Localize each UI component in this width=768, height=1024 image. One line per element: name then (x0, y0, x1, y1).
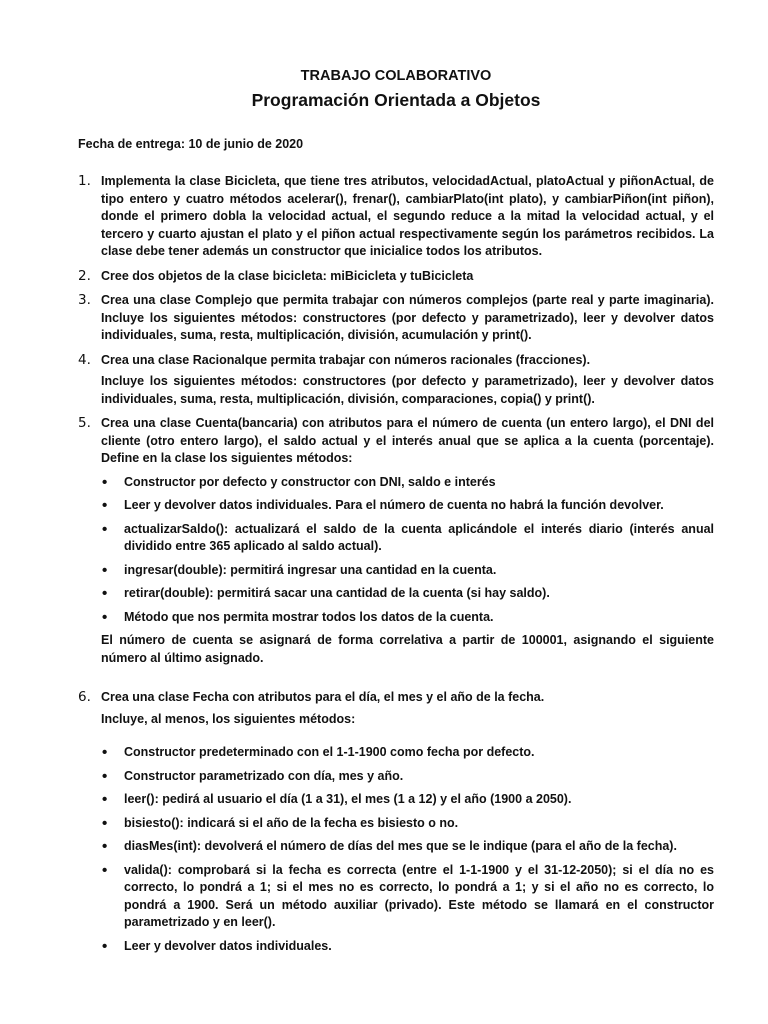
document-title: TRABAJO COLABORATIVO (300, 68, 492, 84)
bullet-item: • Constructor predeterminado con el 1-1-1900 como fecha por defecto. (101, 744, 714, 762)
item-number: 2. (78, 267, 91, 284)
list-item-4 (78, 352, 714, 409)
bullet-item: • retirar(double): permitirá sacar una cantidad de la cuenta (si hay saldo). (101, 585, 714, 603)
bullet-item: • actualizarSaldo(): actualizará el saldo de la cuenta aplicándole el interés diario (interés anual dividido entre 365 aplicado al saldo actual). (101, 521, 714, 556)
item-number: 1. (78, 173, 91, 189)
item-subtext: Incluye los siguientes métodos: constructores (por defecto y parametrizado), leer y devolver datos individuales, suma, resta, multiplicación, división, comparaciones, copia() y print(). (101, 374, 714, 406)
item-text: Implementa la clase Bicicleta, que tiene tres atributos, velocidadActual, platoActual y piñonActual, de tipo entero y cuatro métodos acelerar(), frenar(), cambiarPlato(int plato), y cambiarPiñon(int piñon), donde el primero dobla la velocidad actual, el segundo reduce a la mitad la velocidad actual, y el tercero y cuarto ajustan el plato y el piñon actual respectivamente según los parámetros recibidos. La clase debe tener además un constructor que inicialice todos los atributos. (101, 174, 714, 258)
bullet-item: • leer(): pedirá al usuario el día (1 a 31), el mes (1 a 12) y el año (1900 a 2050). (101, 791, 714, 809)
bullet-item: • Constructor parametrizado con día, mes y año. (101, 768, 714, 786)
item-text: Crea una clase Cuenta(bancaria) con atributos para el número de cuenta (un entero largo), el DNI del cliente (otro entero largo), el saldo actual y el interés anual que se aplica a la cuenta (porcentaje). Define en la clase los siguientes métodos: (101, 416, 714, 465)
bullet-item: • Constructor por defecto y constructor con DNI, saldo e interés (101, 474, 714, 492)
item-text: Crea una clase Complejo que permita trabajar con números complejos (parte real y parte imaginaria). Incluye los siguientes métodos: constructores (por defecto y parametrizado), leer y devolver datos individuales, suma, resta, multiplicación, división, acumulación y print(). (101, 293, 714, 342)
item-number: 3. (78, 292, 91, 308)
item-subtext: Incluye, al menos, los siguientes métodos: (101, 711, 356, 726)
list-item-2 (78, 268, 714, 286)
bullet-item: • diasMes(int): devolverá el número de días del mes que se le indique (para el año de la fecha). (101, 838, 714, 856)
bullet-item: • Leer y devolver datos individuales. (101, 938, 714, 956)
item-number: 5. (78, 415, 91, 431)
item-number: 4. (78, 351, 91, 368)
item-text: Cree dos objetos de la clase bicicleta: miBicicleta y tuBicicleta (101, 268, 474, 283)
item-number: 6. (78, 689, 91, 705)
bullet-list (101, 744, 714, 955)
bullet-item: • bisiesto(): indicará si el año de la fecha es bisiesto o no. (101, 815, 714, 833)
bullet-item: • Método que nos permita mostrar todos los datos de la cuenta. (101, 609, 714, 627)
item-text: Crea una clase Fecha con atributos para el día, el mes y el año de la fecha. (101, 690, 545, 704)
bullet-item: • valida(): comprobará si la fecha es correcta (entre el 1-1-1900 y el 31-12-2050); si el día no es correcto, lo pondrá a 1; si el mes no es correcto, lo pondrá a 1; y si el año no es correcto, lo pondrá a 1900. Será un método auxiliar (privado). Este método se llamará en el constructor parametrizado y en leer(). (101, 862, 714, 932)
bullet-list (101, 474, 714, 627)
bullet-item: • ingresar(double): permitirá ingresar una cantidad en la cuenta. (101, 562, 714, 580)
document-subtitle: Programación Orientada a Objetos (251, 90, 541, 110)
item-text: Crea una clase Racionalque permita trabajar con números racionales (fracciones). (101, 352, 591, 367)
list-item-1 (78, 173, 714, 261)
bullet-item: • Leer y devolver datos individuales. Para el número de cuenta no habrá la función devolver. (101, 497, 714, 515)
item-after-text: El número de cuenta se asignará de forma correlativa a partir de 100001, asignando el siguiente número al último asignado. (101, 633, 714, 665)
document-page (78, 64, 714, 961)
list-item-5 (78, 415, 714, 667)
list-item-3 (78, 292, 714, 345)
list-item-6 (78, 689, 714, 955)
due-date: Fecha de entrega: 10 de junio de 2020 (78, 137, 304, 151)
